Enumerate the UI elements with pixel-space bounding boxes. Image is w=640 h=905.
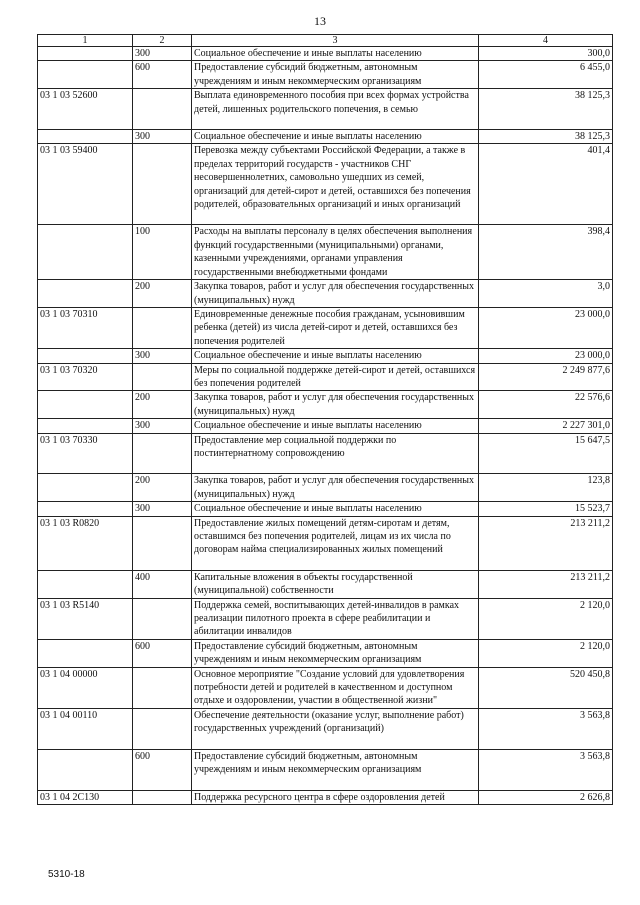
row-expense-type: 200 xyxy=(133,391,192,419)
table-row xyxy=(38,598,613,639)
row-name: Обеспечение деятельности (оказание услуг, выполнение работ) государственных учреждений (организаций) xyxy=(192,708,479,749)
row-amount: 213 211,2 xyxy=(479,516,613,570)
row-code: 03 1 03 52600 xyxy=(38,89,133,130)
table-row xyxy=(38,391,613,419)
row-name: Предоставление жилых помещений детям-сиротам и детям, оставшимся без попечения родителей, лицам из их числа по договорам найма специализированных жилых помещений xyxy=(192,516,479,570)
row-expense-type xyxy=(133,790,192,804)
row-code: 03 1 04 00000 xyxy=(38,667,133,708)
row-expense-type: 100 xyxy=(133,225,192,280)
row-name: Поддержка семей, воспитывающих детей-инвалидов в рамках реализации пилотного проекта в сфере реабилитации и абилитации инвалидов xyxy=(192,598,479,639)
row-amount: 213 211,2 xyxy=(479,570,613,598)
row-name: Закупка товаров, работ и услуг для обеспечения государственных (муниципальных) нужд xyxy=(192,391,479,419)
table-row xyxy=(38,749,613,790)
table-row xyxy=(38,89,613,130)
row-name: Перевозка между субъектами Российской Федерации, а также в пределах территорий государств - участников СНГ несовершеннолетних, самовольно ушедших из семей, организаций для детей-сирот и детей, оставшихся без попечения родителей, образовательных организаций и иных организаций xyxy=(192,144,479,225)
row-code xyxy=(38,391,133,419)
row-name: Поддержка ресурсного центра в сфере оздоровления детей xyxy=(192,790,479,804)
row-amount: 23 000,0 xyxy=(479,349,613,363)
row-name: Социальное обеспечение и иные выплаты населению xyxy=(192,349,479,363)
row-amount: 520 450,8 xyxy=(479,667,613,708)
row-code: 03 1 03 R0820 xyxy=(38,516,133,570)
row-amount: 2 227 301,0 xyxy=(479,419,613,433)
row-name: Капитальные вложения в объекты государственной (муниципальной) собственности xyxy=(192,570,479,598)
row-code xyxy=(38,349,133,363)
row-code: 03 1 04 2C130 xyxy=(38,790,133,804)
row-expense-type xyxy=(133,598,192,639)
row-name: Предоставление субсидий бюджетным, автономным учреждениям и иным некоммерческим организациям xyxy=(192,749,479,790)
row-code xyxy=(38,225,133,280)
row-amount: 401,4 xyxy=(479,144,613,225)
row-name: Предоставление субсидий бюджетным, автономным учреждениям и иным некоммерческим организациям xyxy=(192,61,479,89)
table-row xyxy=(38,307,613,348)
table-row xyxy=(38,502,613,516)
row-expense-type xyxy=(133,516,192,570)
row-name: Основное мероприятие "Создание условий для удовлетворения потребности детей и родителей в качественном и доступном отдыхе и оздоровлении, участии в общественной жизни" xyxy=(192,667,479,708)
row-expense-type: 300 xyxy=(133,349,192,363)
row-code xyxy=(38,419,133,433)
row-amount: 2 120,0 xyxy=(479,598,613,639)
row-code: 03 1 03 70310 xyxy=(38,307,133,348)
row-name: Закупка товаров, работ и услуг для обеспечения государственных (муниципальных) нужд xyxy=(192,280,479,308)
row-expense-type: 600 xyxy=(133,61,192,89)
budget-table-body xyxy=(38,35,613,805)
table-row xyxy=(38,639,613,667)
table-row xyxy=(38,130,613,144)
row-expense-type: 200 xyxy=(133,280,192,308)
row-name: Социальное обеспечение и иные выплаты населению xyxy=(192,502,479,516)
row-code xyxy=(38,749,133,790)
row-expense-type: 300 xyxy=(133,419,192,433)
row-expense-type xyxy=(133,307,192,348)
row-code xyxy=(38,130,133,144)
row-amount: 2 626,8 xyxy=(479,790,613,804)
row-code xyxy=(38,280,133,308)
table-row xyxy=(38,516,613,570)
row-code: 03 1 04 00110 xyxy=(38,708,133,749)
row-amount: 3,0 xyxy=(479,280,613,308)
row-expense-type xyxy=(133,144,192,225)
table-row xyxy=(38,225,613,280)
row-amount: 6 455,0 xyxy=(479,61,613,89)
row-code xyxy=(38,502,133,516)
row-name: Меры по социальной поддержке детей-сирот и детей, оставшихся без попечения родителей xyxy=(192,363,479,391)
row-amount: 3 563,8 xyxy=(479,708,613,749)
row-amount: 123,8 xyxy=(479,474,613,502)
row-amount: 22 576,6 xyxy=(479,391,613,419)
row-expense-type xyxy=(133,667,192,708)
table-row xyxy=(38,61,613,89)
header-col-3: 3 xyxy=(192,35,479,47)
row-code xyxy=(38,61,133,89)
row-name: Закупка товаров, работ и услуг для обеспечения государственных (муниципальных) нужд xyxy=(192,474,479,502)
table-row xyxy=(38,570,613,598)
row-amount: 2 249 877,6 xyxy=(479,363,613,391)
row-code: 03 1 03 70330 xyxy=(38,433,133,474)
row-name: Расходы на выплаты персоналу в целях обеспечения выполнения функций государственными (муниципальными) органами, казенными учреждениями, органами управления государственными внебюджетными фондами xyxy=(192,225,479,280)
header-row xyxy=(38,35,613,47)
table-row xyxy=(38,708,613,749)
row-expense-type: 600 xyxy=(133,749,192,790)
row-amount: 3 563,8 xyxy=(479,749,613,790)
row-name: Предоставление мер социальной поддержки по постинтернатному сопровождению xyxy=(192,433,479,474)
row-expense-type xyxy=(133,89,192,130)
document-code: 5310-18 xyxy=(48,869,85,880)
table-row xyxy=(38,280,613,308)
row-amount: 15 647,5 xyxy=(479,433,613,474)
table-row xyxy=(38,419,613,433)
page-number: 13 xyxy=(314,14,326,28)
row-name: Выплата единовременного пособия при всех формах устройства детей, лишенных родительского попечения, в семью xyxy=(192,89,479,130)
table-row xyxy=(38,47,613,61)
row-amount: 38 125,3 xyxy=(479,130,613,144)
header-col-1: 1 xyxy=(38,35,133,47)
budget-table xyxy=(37,34,613,805)
row-expense-type xyxy=(133,433,192,474)
row-amount: 2 120,0 xyxy=(479,639,613,667)
row-amount: 38 125,3 xyxy=(479,89,613,130)
row-expense-type: 200 xyxy=(133,474,192,502)
table-row xyxy=(38,144,613,225)
header-col-2: 2 xyxy=(133,35,192,47)
table-row xyxy=(38,790,613,804)
row-amount: 15 523,7 xyxy=(479,502,613,516)
row-expense-type: 300 xyxy=(133,502,192,516)
row-name: Социальное обеспечение и иные выплаты населению xyxy=(192,47,479,61)
table-row xyxy=(38,349,613,363)
row-name: Социальное обеспечение и иные выплаты населению xyxy=(192,419,479,433)
row-expense-type: 400 xyxy=(133,570,192,598)
table-row xyxy=(38,363,613,391)
row-name: Единовременные денежные пособия гражданам, усыновившим ребенка (детей) из числа детей-сирот и детей, оставшихся без попечения родителей xyxy=(192,307,479,348)
table-row xyxy=(38,433,613,474)
row-expense-type: 600 xyxy=(133,639,192,667)
row-amount: 398,4 xyxy=(479,225,613,280)
row-name: Предоставление субсидий бюджетным, автономным учреждениям и иным некоммерческим организациям xyxy=(192,639,479,667)
row-expense-type: 300 xyxy=(133,130,192,144)
row-code xyxy=(38,570,133,598)
row-code: 03 1 03 70320 xyxy=(38,363,133,391)
row-code xyxy=(38,47,133,61)
row-code: 03 1 03 R5140 xyxy=(38,598,133,639)
row-expense-type xyxy=(133,708,192,749)
row-expense-type: 300 xyxy=(133,47,192,61)
row-code: 03 1 03 59400 xyxy=(38,144,133,225)
header-col-4: 4 xyxy=(479,35,613,47)
row-name: Социальное обеспечение и иные выплаты населению xyxy=(192,130,479,144)
table-row xyxy=(38,474,613,502)
row-amount: 300,0 xyxy=(479,47,613,61)
row-amount: 23 000,0 xyxy=(479,307,613,348)
row-expense-type xyxy=(133,363,192,391)
row-code xyxy=(38,639,133,667)
row-code xyxy=(38,474,133,502)
table-row xyxy=(38,667,613,708)
